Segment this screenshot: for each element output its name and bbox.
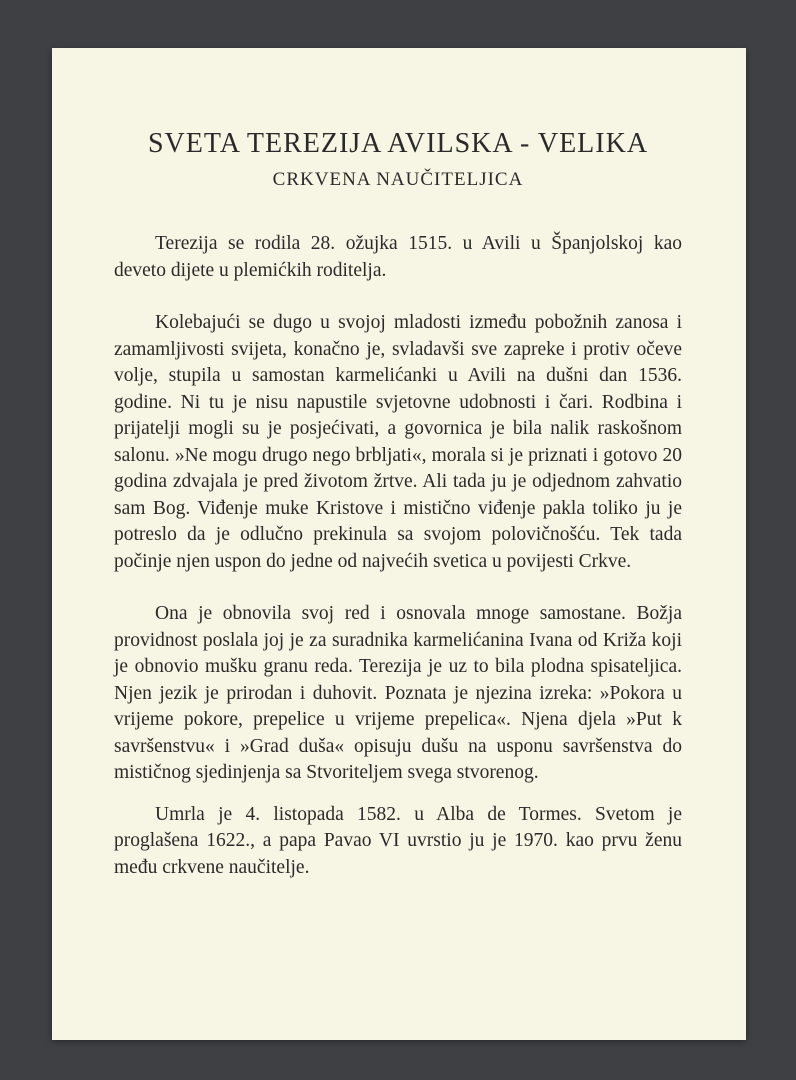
- paragraph-death: Umrla je 4. listopada 1582. u Alba de Tormes. Svetom je proglašena 1622., a papa Pavao VI uvrstio ju je 1970. kao prvu ženu među crkvene naučitelje.: [114, 803, 682, 878]
- document-card: [52, 48, 746, 1040]
- paragraph-birth: Terezija se rodila 28. ožujka 1515. u Avili u Španjolskoj kao deveto dijete u plemićkih roditelja.: [114, 233, 682, 281]
- document-content: [114, 128, 682, 881]
- paragraph-works: Ona je obnovila svoj red i osnovala mnoge samostane. Božja providnost poslala joj je za suradnika karmelićanina Ivana od Križa koji je obnovio mušku granu reda. Terezija je uz to bila plodna spisateljica. Njen jezik je prirodan i duhovit. Poznata je njezina izreka: »Pokora u vrijeme pokore, prepelice u vrijeme prepelica«. Njena djela »Put k savršenstvu« i »Grad duša« opisuju dušu na usponu savršenstva do mističnog sjedinjenja sa Stvoriteljem svega stvorenog.: [114, 603, 682, 783]
- document-title: SVETA TEREZIJA AVILSKA - VELIKA: [147, 128, 649, 159]
- paragraph-conversion: Kolebajući se dugo u svojoj mladosti između pobožnih zanosa i zamamljivosti svijeta, konačno je, svladavši sve zapreke i protiv očeve volje, stupila u samostan karmelićanki u Avili na dušni dan 1536. godine. Ni tu je nisu napustile svjetovne udobnosti i čari. Rodbina i prijatelji mogli su je posjećivati, a govornica je bila nalik raskošnom salonu. »Ne mogu drugo nego brbljati«, morala si je priznati i gotovo 20 godina zdvajala je pred životom žrtve. Ali tada ju je odjednom zahvatio sam Bog. Viđenje muke Kristove i mistično viđenje pakla toliko ju je potreslo da je odlučno prekinula sa svojom polovičnošću. Tek tada počinje njen uspon do jedne od najvećih svetica u povijesti Crkve.: [114, 312, 682, 572]
- document-subtitle: CRKVENA NAUČITELJICA: [272, 169, 524, 190]
